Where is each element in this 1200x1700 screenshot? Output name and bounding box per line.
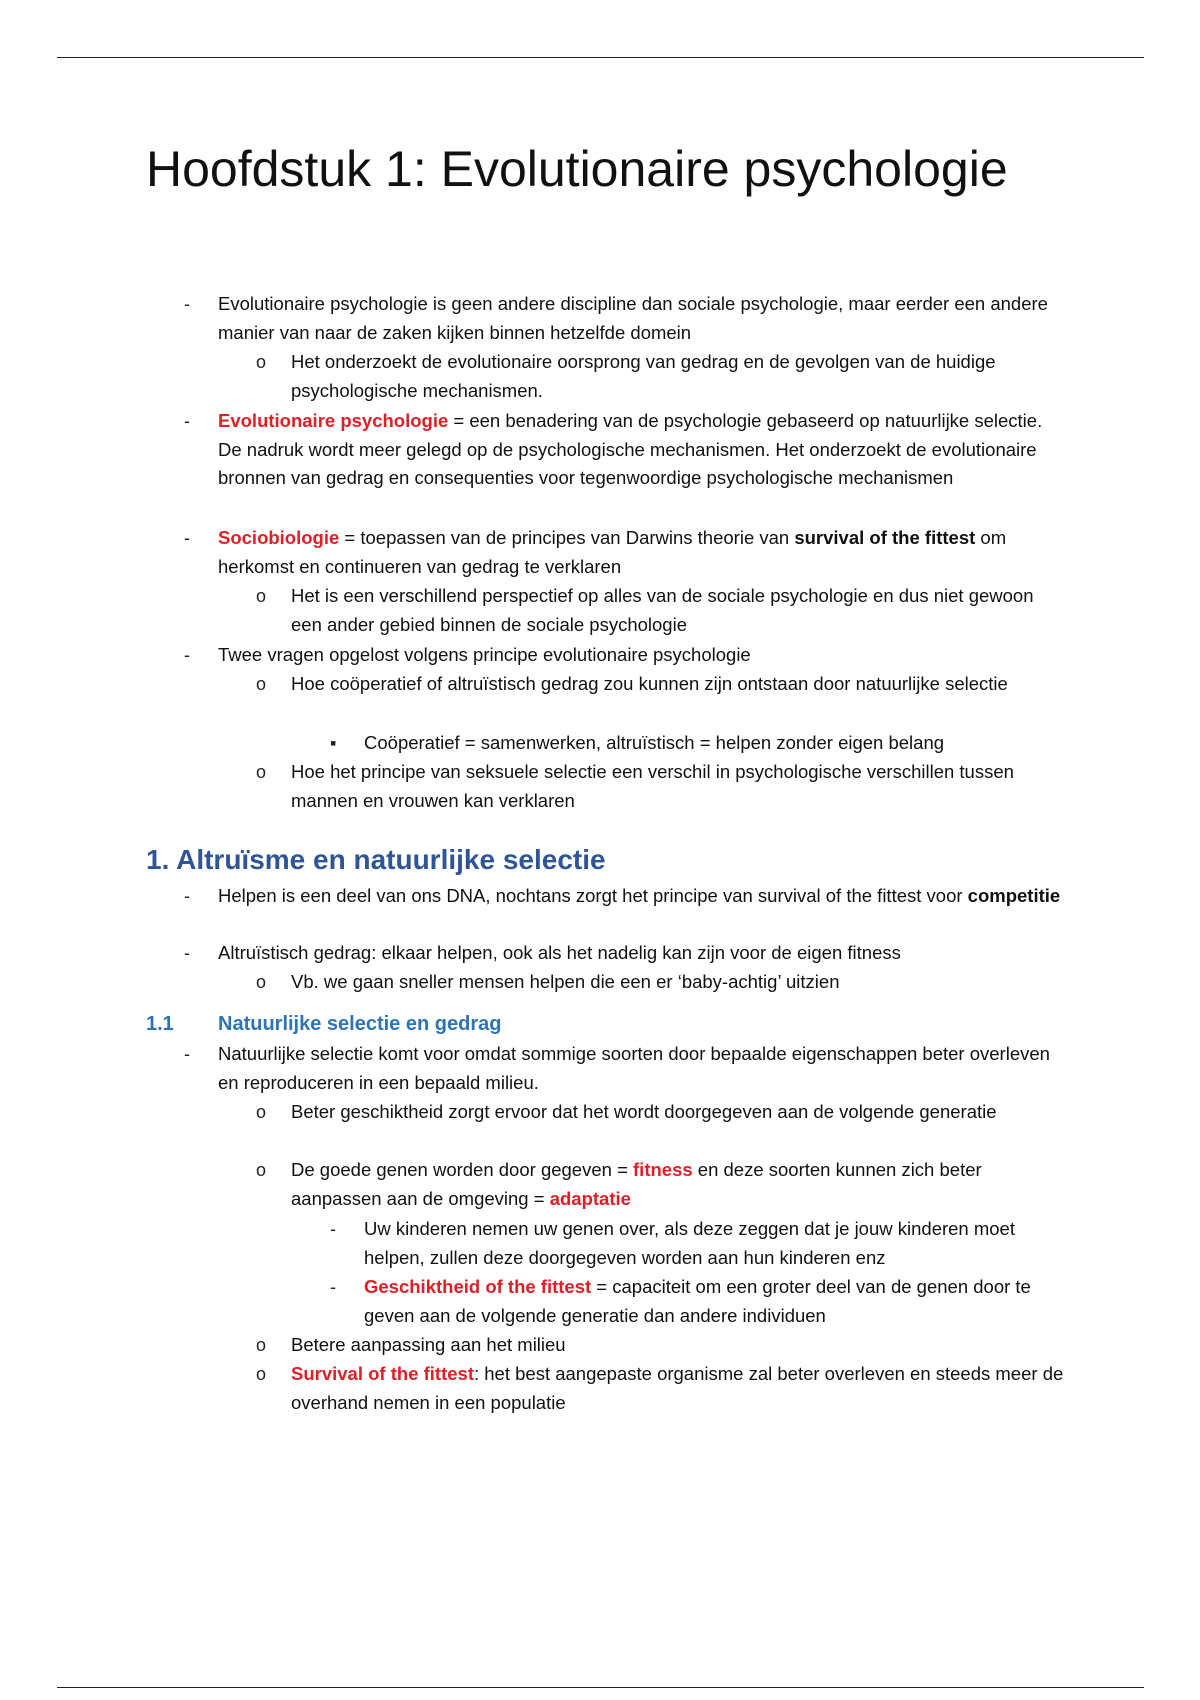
square-marker: ▪ (330, 733, 337, 753)
definition-text: om herkomst en continueren van gedrag te verklaren (218, 527, 1007, 577)
list-item: Coöperatief = samenwerken, altruïstisch = helpen zonder eigen belang (364, 732, 945, 753)
dash-marker: - (184, 411, 190, 431)
circle-marker: o (256, 1364, 267, 1384)
circle-marker: o (256, 352, 267, 372)
list-item (218, 882, 1068, 911)
list-item (291, 1156, 1066, 1213)
bold-phrase: survival of the fittest (794, 527, 976, 548)
list-item: Vb. we gaan sneller mensen helpen die een er ‘baby-achtig’ uitzien (291, 971, 840, 992)
list-item (218, 524, 1068, 581)
body-text: De goede genen worden door gegeven = (291, 1159, 634, 1180)
body-text: Helpen is een deel van ons DNA, nochtans zorgt het principe van survival of the fittest voor (218, 885, 968, 906)
section-heading: 1. Altruïsme en natuurlijke selectie (146, 844, 606, 875)
dash-marker: - (184, 528, 190, 548)
circle-marker: o (256, 586, 267, 606)
subsection-number: 1.1 (146, 1013, 174, 1035)
top-rule (57, 57, 1144, 58)
list-item (364, 1273, 1044, 1330)
term-highlight: adaptatie (549, 1187, 631, 1209)
list-item: Evolutionaire psychologie is geen andere discipline dan sociale psychologie, maar eerder een andere manier van naar de zaken kijken binnen hetzelfde domein (218, 293, 1048, 343)
list-item: Uw kinderen nemen uw genen over, als deze zeggen dat je jouw kinderen moet helpen, zullen deze doorgegeven worden aan hun kinderen enz (364, 1218, 1015, 1268)
dash-marker: - (330, 1277, 336, 1297)
definition-text: = toepassen van de principes van Darwins theorie van (339, 527, 795, 548)
definition-text: : het best aangepaste organisme zal beter overleven en steeds meer de overhand nemen in een populatie (291, 1363, 1064, 1413)
subsection-heading: Natuurlijke selectie en gedrag (218, 1013, 502, 1035)
list-item: Het is een verschillend perspectief op alles van de sociale psychologie en dus niet gewoon een ander gebied binnen de sociale psychologie (291, 585, 1034, 635)
dash-marker: - (184, 1044, 190, 1064)
term-highlight: Survival of the fittest (291, 1363, 474, 1384)
circle-marker: o (256, 1335, 267, 1355)
list-item: Altruïstisch gedrag: elkaar helpen, ook als het nadelig kan zijn voor de eigen fitness (218, 942, 901, 963)
circle-marker: o (256, 972, 267, 992)
dash-marker: - (330, 1219, 336, 1239)
term-highlight: Evolutionaire psychologie (218, 410, 449, 431)
circle-marker: o (256, 1102, 267, 1122)
circle-marker: o (256, 674, 267, 694)
list-item: Hoe coöperatief of altruïstisch gedrag zou kunnen zijn ontstaan door natuurlijke selectie (291, 673, 1008, 694)
term-highlight: fitness (633, 1159, 693, 1180)
list-item: Hoe het principe van seksuele selectie een verschil in psychologische verschillen tussen mannen en vrouwen kan verklaren (291, 761, 1014, 811)
list-item (291, 1360, 1066, 1417)
page-title: Hoofdstuk 1: Evolutionaire psychologie (146, 141, 1008, 197)
bottom-rule (57, 1687, 1144, 1688)
circle-marker: o (256, 762, 267, 782)
body-text: en deze soorten kunnen zich beter aanpassen aan de omgeving = (291, 1159, 982, 1209)
definition-text: = capaciteit om een groter deel van de genen door te geven aan de volgende generatie dan andere individuen (364, 1276, 1031, 1326)
term-highlight: Sociobiologie (218, 527, 340, 548)
list-item (218, 407, 1068, 493)
definition-text: = een benadering van de psychologie gebaseerd op natuurlijke selectie. De nadruk wordt meer gelegd op de psychologische mechanismen. Het onderzoekt de evolutionaire bronnen van gedrag en consequenties voor tegenwoordige psychologische mechanismen (218, 410, 1043, 488)
circle-marker: o (256, 1160, 267, 1180)
dash-marker: - (184, 294, 190, 314)
dash-marker: - (184, 886, 190, 906)
term-highlight: Geschiktheid of the fittest (364, 1276, 592, 1297)
dash-marker: - (184, 645, 190, 665)
list-item: Twee vragen opgelost volgens principe evolutionaire psychologie (218, 644, 751, 665)
list-item: Natuurlijke selectie komt voor omdat sommige soorten door bepaalde eigenschappen beter overleven en reproduceren in een bepaald milieu. (218, 1043, 1050, 1093)
list-item: Beter geschiktheid zorgt ervoor dat het wordt doorgegeven aan de volgende generatie (291, 1101, 997, 1122)
list-item: Het onderzoekt de evolutionaire oorsprong van gedrag en de gevolgen van de huidige psychologische mechanismen. (291, 351, 996, 401)
list-item: Betere aanpassing aan het milieu (291, 1334, 566, 1355)
dash-marker: - (184, 943, 190, 963)
bold-phrase: competitie (967, 885, 1061, 906)
